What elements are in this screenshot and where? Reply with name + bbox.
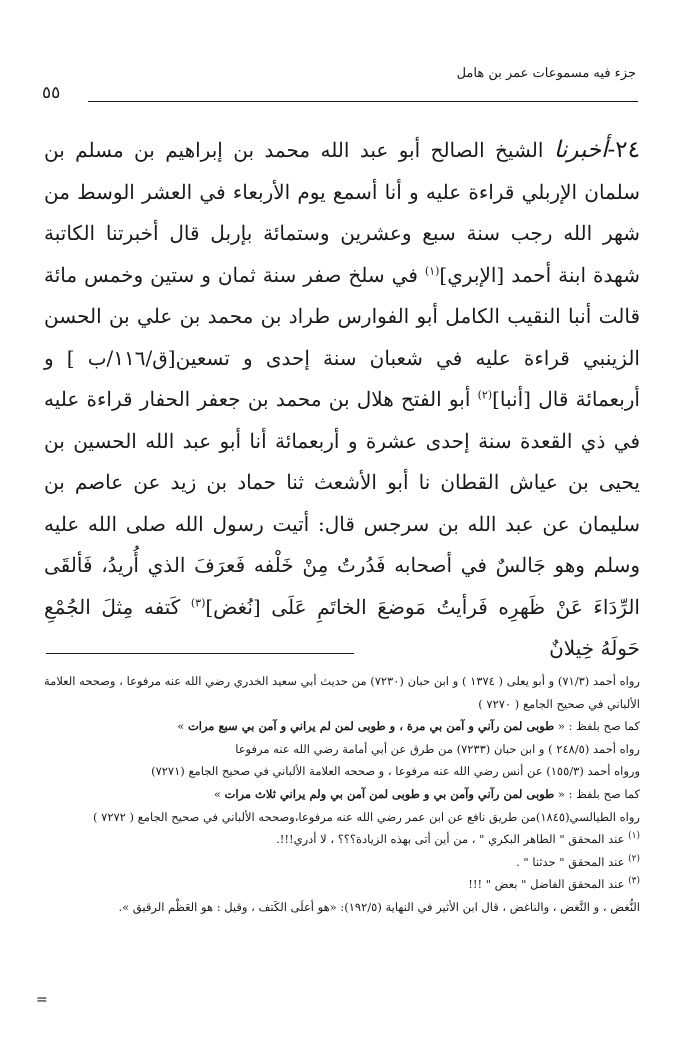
footnote-line	[44, 783, 640, 806]
footnote-prefix: كما صح بلفظ : «	[554, 719, 640, 734]
gloss-note: النُّغض ، و النَّغض ، والناغض ، قال ابن الأثير في النهاية (١٩٢/٥): «هو أعلَى الكَتف ، وقيل : هو العَظْم الرقيق ».	[118, 899, 640, 914]
page-end-mark: =	[36, 992, 48, 1008]
hadith-text	[44, 130, 640, 670]
footnote-3	[44, 873, 640, 896]
footnote-mark-1: (١)	[424, 263, 440, 277]
header-rule	[88, 101, 638, 102]
text-part-1: الشيخ الصالح أبو عبد الله محمد بن إبراهيم بن مسلم بن سلمان الإربلي قراءة عليه و أنا أسمع يوم الأربعاء في العشر الوسط من شهر الله رجب سنة سبع وعشرين وستمائة بإربل قال أخبرتنا الكاتبة شهدة ابنة أحمد [الإبري]	[44, 138, 640, 287]
hadith-number: ٢٤-	[607, 137, 640, 163]
footnote-mark-2: (٢)	[477, 388, 493, 402]
footnote-number: (٣)	[628, 876, 640, 887]
text-part-2: في سلخ صفر سنة ثمان و ستين وخمس مائة قالت أنبا النقيب الكامل أبو الفوارس طراد بن محمد بن علي بن الحسن الزينبي قراءة عليه في شعبان سنة إحدى و تسعين[ق/١١٦/ب ] و أربعمائة قال [أنبا]	[44, 262, 640, 411]
footnote-text: عند المحقق " حدثنا " .	[516, 854, 629, 869]
footnote-line: رواه أحمد (٧١/٣) و أبو يعلى ( ١٣٧٤ ) و ابن حبان (٧٢٣٠) من حديث أبي سعيد الخدري رضي الله عنه مرفوعا ، وصححه العلامة الألباني في صحيح الجامع ( ٧٢٧٠ )	[44, 674, 640, 711]
footnotes	[44, 670, 640, 919]
text-part-4: كَتفه مِثلَ الجُمْعِ حَولَهُ خِيلانٌ	[44, 594, 640, 660]
footnote-suffix: »	[213, 786, 225, 801]
footnote-line: ورواه أحمد (١٥٥/٣) عن أنس رضي الله عنه مرفوعا ، و صححه العلامة الألباني في صحيح الجامع (٧٢٧١)	[151, 764, 640, 779]
footnote-suffix: »	[177, 719, 188, 734]
footnote-text: عند المحقق " الطاهر البكري " ، من أين أتى بهذه الزيادة؟؟؟ ، لا أدري!!!.	[276, 832, 629, 847]
book-title: جزء فيه مسموعات عمر بن هامل	[456, 66, 636, 81]
hadith-wording: طوبى لمن رآني و آمن بي مرة ، و طوبى لمن لم يراني و آمن بي سبع مرات	[187, 719, 555, 734]
footnote-line: رواه الطيالسي(١٨٤٥)من طريق نافع عن ابن عمر رضي الله عنه مرفوعا،وصححه الألباني في صحيح الجامع ( ٧٢٧٢ )	[93, 809, 640, 824]
footnote-text: عند المحقق الفاضل " بعض " !!!	[468, 877, 629, 892]
footnote-number: (٢)	[628, 853, 640, 864]
hadith-wording: طوبى لمن رآني وآمن بي و طوبى لمن آمن بي ولم يراني ثلاث مرات	[224, 786, 555, 801]
footnote-prefix: كما صح بلفظ : «	[554, 786, 640, 801]
page-number: ٥٥	[42, 83, 61, 103]
isnad-opener: أخبرنا	[553, 137, 608, 163]
footnote-2	[44, 851, 640, 874]
footnote-rule	[46, 653, 354, 654]
footnote-mark-3: (٣)	[190, 595, 206, 609]
footnote-line	[44, 715, 640, 738]
footnote-number: (١)	[628, 831, 640, 842]
text-part-3: أبو الفتح هلال بن محمد بن جعفر الحفار قراءة عليه في ذي القعدة سنة إحدى عشرة و أربعمائة أنا أبو عبد الله الحسين بن يحيى بن عياش القطان نا أبو الأشعث ثنا حماد بن زيد عن عاصم بن سليمان عن عبد الله بن سرجس قال: أتيت رسول الله صلى الله عليه وسلم وهو جَالسٌ في أصحابه فَدُرتُ مِنْ خَلْفه فَعرَفَ الذي أُريدُ، فَألقَى الرِّدَاءَ عَنْ ظَهرِه فَرأيتُ مَوضعَ الخاتَمِ عَلَى [نُغض]	[44, 387, 640, 619]
footnote-line: رواه أحمد (٢٤٨/٥ ) و ابن حبان (٧٢٣٣) من طرق عن أبي أمامة رضي الله عنه مرفوعا	[235, 741, 640, 756]
footnote-1	[44, 828, 640, 851]
